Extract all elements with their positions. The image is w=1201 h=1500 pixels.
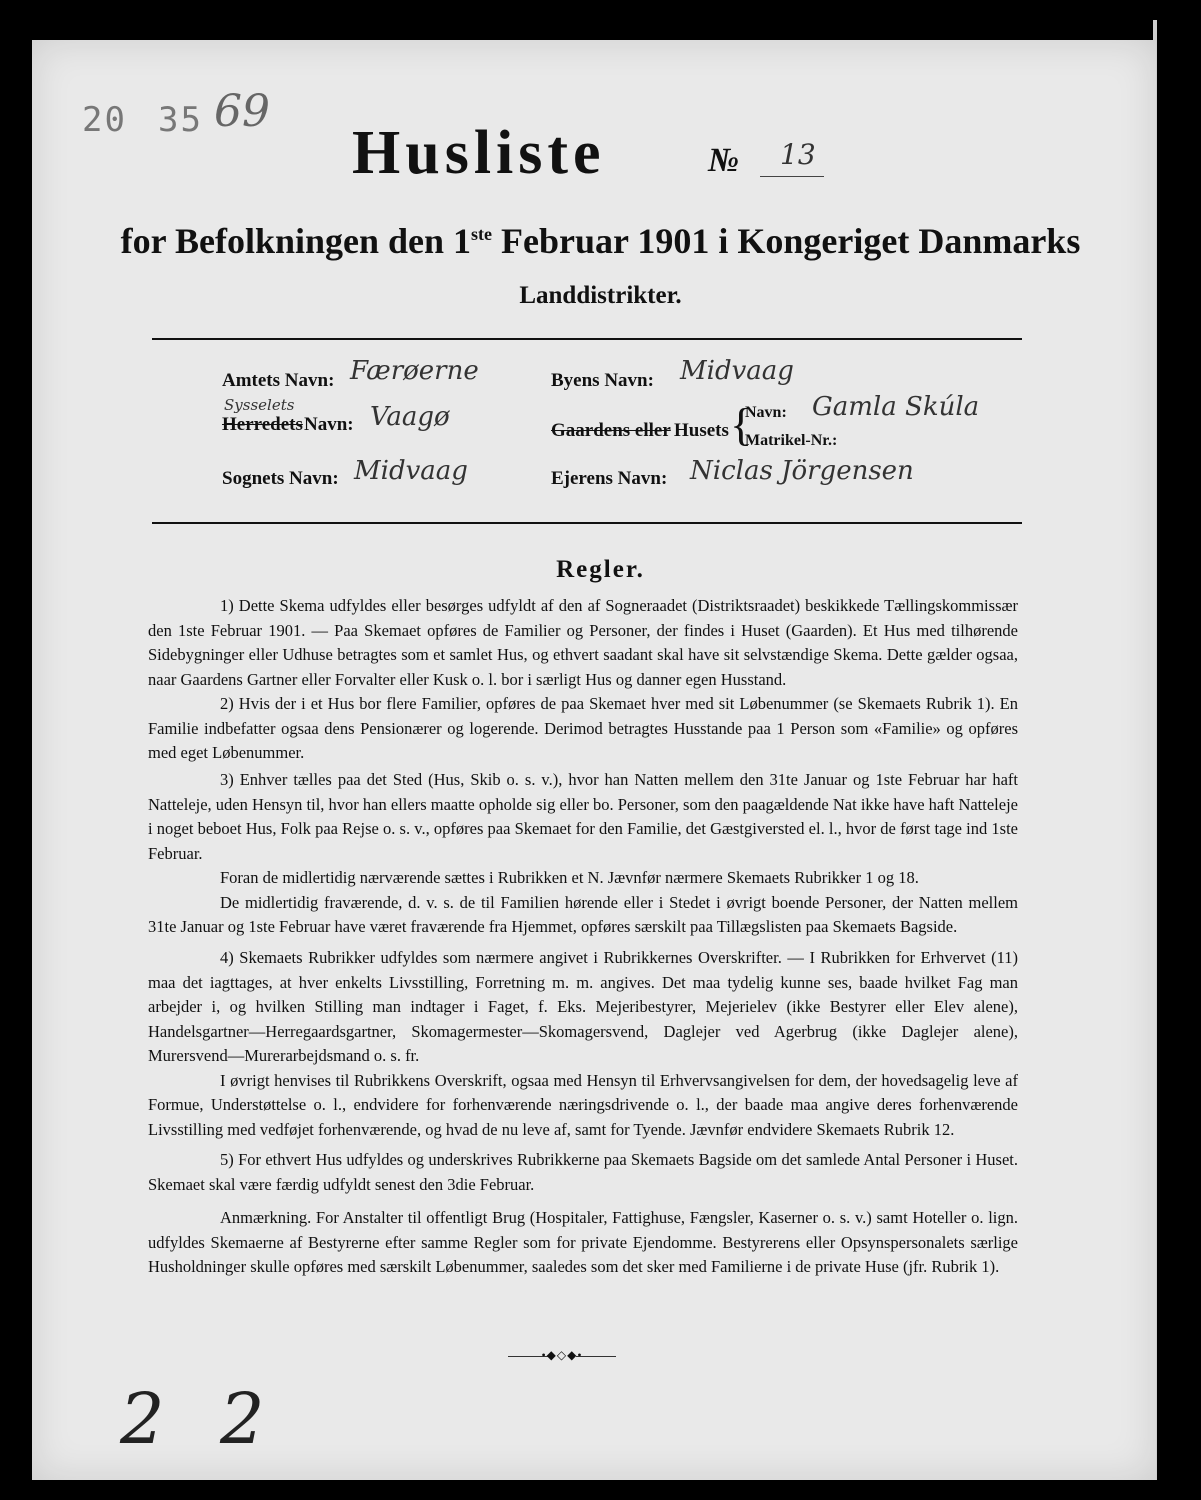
number-underline [760,176,824,177]
form-subtitle [0,220,1201,262]
ejer-label: Ejerens Navn: [551,468,668,489]
rule-4 [148,946,1018,1142]
rule-4-text-b: I øvrigt henvises til Rubrikkens Overskrift, ogsaa med Hensyn til Erhvervsangivelsen for dem, der hovedsagelig leve af Formue, Understøttelse o. l., endvidere for forhenværende næringsdrivende o. l., der baade maa angive deres forhenværende Livsstilling med vedføjet forhenværende, og hvad de nu leve af, samt for Tyende. Jævnfør endvidere Skemaets Rubrik 12. [148,1070,1018,1139]
bottom-divider [152,522,1022,524]
amt-label: Amtets Navn: [222,370,335,391]
subtitle-superscript: ste [471,224,493,244]
top-divider [152,338,1022,340]
regler-heading: Regler. [556,556,645,583]
herredets-navn-label: Navn: [304,414,354,435]
ornament: •◆◇◆• [541,1348,583,1362]
rule-1 [148,594,1018,692]
rule-2 [148,692,1018,766]
rule-5 [148,1148,1018,1197]
rule-3 [148,768,1018,940]
rule-3-text-a: 3) Enhver tælles paa det Sted (Hus, Skib o. s. v.), hvor han Natten mellem den 31te Januar og 1ste Februar har haft Natteleje, uden Hensyn til, hvor han ellers maatte opholde sig eller bo. Personer, som den paagældende Nat ikke have haft Natteleje i noget beboet Hus, Folk paa Rejse o. s. v., opføres paa Skemaet for den Familie, det Gæstgiversted el. l., hvor de først tage ind 1ste Februar. [148,770,1018,863]
sysselets-handwritten: Sysselets [224,396,295,414]
rule-4-text-a: 4) Skemaets Rubrikker udfyldes som nærmere angivet i Rubrikkernes Overskrifter. — I Rubrikken for Erhvervet (11) maa det iagttages, at hver enkelts Livsstilling, Forretning m. m. angives. Det maa tydelig kunne ses, baade hvilket Fag man arbejder i, og hvilken Stilling man indtager i Faget, f. Eks. Mejeribestyrer, Mejerielev (ikke Bestyrer eller Elev alene), Handelsgartner—Herregaardsgartner, Skomagermester—Skomagersvend, Daglejer ved Agerbrug (ikke Daglejer alene), Murersvend—Murerarbejdsmand o. s. fr. [148,948,1018,1065]
house-name-value: Gamla Skúla [812,392,980,422]
sogn-label: Sognets Navn: [222,468,339,489]
rule-2-text: 2) Hvis der i et Hus bor flere Familier, opføres de paa Skemaet hver med sit Løbenummer (se Skemaets Rubrik 1). En Familie indbefatter ogsaa dens Pensionærer og logerende. Derimod betragtes Husstande paa 1 Person som «Familie» og opføres med eget Løbenummer. [148,694,1018,762]
remark [148,1206,1018,1280]
sogn-value: Midvaag [354,456,468,486]
number-sign: № [708,142,740,179]
stamp-number-2: 35 [158,100,203,140]
ejer-value: Niclas Jörgensen [690,456,914,486]
subtitle-pre: for Befolkningen den 1 [120,221,472,261]
husets-label: Husets [674,420,729,441]
field-brace: { [730,399,753,450]
stamp-number-1: 20 [82,100,127,140]
footer-handwritten-left: 2 [120,1378,165,1460]
subtitle-post: Februar 1901 i Kongeriget Danmarks [492,221,1081,261]
rule-5-text: 5) For ethvert Hus udfyldes og underskrives Rubrikkerne paa Skemaets Bagside om det samlede Antal Personer i Huset. Skemaet skal være færdig udfyldt senest den 3die Februar. [148,1150,1018,1194]
ornament-line-right [576,1356,616,1357]
rule-1-text: 1) Dette Skema udfyldes eller besørges udfyldt af den af Sogneraadet (Distriktsraadet) beskikkede Tællingskommissær den 1ste Februar 1901. — Paa Skemaet opføres de Familier og Personer, der findes i Huset (Gaarden). Et Hus med tilhørende Sidebygninger eller Udhuse betragtes som et samlet Hus, og ethvert saadant skal have sit selvstændige Skema. Dette gælder ogsaa, naar Gaardens Gartner eller Forvalter eller Kusk o. l. bor i særligt Hus og danner egen Husstand. [148,596,1018,689]
district-heading: Landdistrikter. [519,282,682,309]
matrikel-label: Matrikel-Nr.: [745,432,838,449]
house-list-number: 13 [780,138,816,171]
form-title: Husliste [352,119,606,187]
herredets-value: Vaagø [370,402,450,432]
byens-label: Byens Navn: [551,370,654,391]
navn-label: Navn: [745,404,787,421]
rule-3-text-c: De midlertidig fraværende, d. v. s. de til Familien hørende eller i Stedet i øvrigt boende Personer, der Natten mellem 31te Januar og 1ste Februar have været fraværende fra Hjemmet, opføres særskilt paa Tillægslisten paa Skemaets Bagside. [148,892,1018,936]
footer-handwritten-right: 2 [220,1378,265,1460]
handwritten-page-number: 69 [214,86,270,137]
herredets-label: Herredets [222,414,303,435]
amt-value: Færøerne [350,356,479,386]
remark-text: Anmærkning. For Anstalter til offentligt Brug (Hospitaler, Fattighuse, Fængsler, Kaserner o. s. v.) samt Hoteller o. lign. udfyldes Skemaerne af Bestyrerne efter samme Regler som for private Ejendomme. Bestyrerens eller Opsynspersonalets særlige Husholdninger skulle opføres med særskilt Løbenummer, saaledes som det sker med Familierne i de private Huse (jfr. Rubrik 1). [148,1208,1018,1276]
rule-3-text-b: Foran de midlertidig nærværende sættes i Rubrikken et N. Jævnfør nærmere Skemaets Rubrikker 1 og 18. [220,868,919,887]
byens-value: Midvaag [680,356,794,386]
gaardens-label: Gaardens eller [551,420,671,441]
